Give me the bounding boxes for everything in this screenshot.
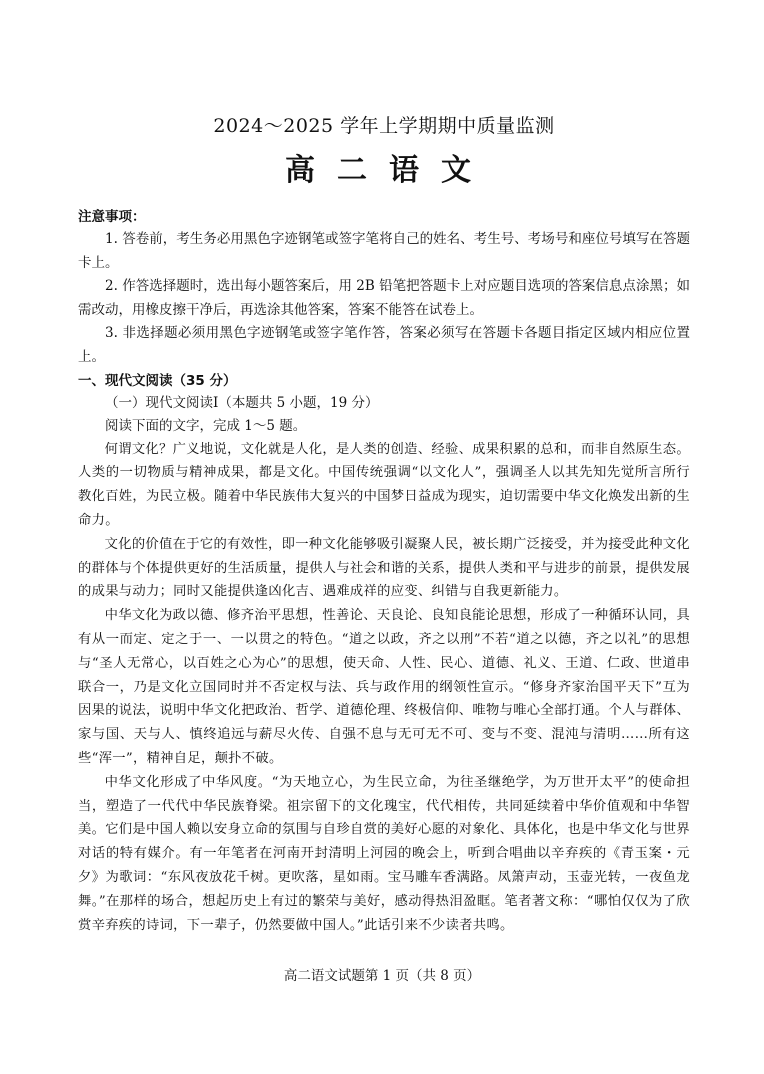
- notice-item-1: 1. 答卷前，考生务必用黑色字迹钢笔或签字笔将自己的姓名、考生号、考场号和座位号填写在答题卡上。: [78, 231, 690, 271]
- notice-item-2: 2. 作答选择题时，选出每小题答案后，用 2B 铅笔把答题卡上对应题目选项的答案信息点涂黑；如需改动，用橡皮擦干净后，再选涂其他答案，答案不能答在试卷上。: [78, 278, 690, 318]
- passage-paragraph-4: 中华文化形成了中华风度。“为天地立心，为生民立命，为往圣继绝学，为万世开太平”的使命担当，塑造了一代代中华民族脊梁。祖宗留下的文化瑰宝，代代相传，共同延续着中华价值观和中华智美。它们是中国人赖以安身立命的氛围与自珍自赏的美好心愿的对象化、具体化，也是中华文化与世界对话的特有媒介。有一年笔者在河南开封清明上河园的晚会上，听到合唱曲以辛弃疾的《青玉案・元夕》为歌词：“东风夜放花千树。更吹落，星如雨。宝马雕车香满路。凤箫声动，玉壶光转，一夜鱼龙舞。”在那样的场合，想起历史上有过的繁荣与美好，感动得热泪盈眶。笔者著文称：“哪怕仅仅为了欣赏辛弃疾的诗词，下一辈子，仍然要做中国人。”此话引来不少读者共鸣。: [78, 774, 690, 933]
- exam-title: 2024～2025 学年上学期期中质量监测: [213, 115, 555, 137]
- passage-paragraph-1: 何谓文化？广义地说，文化就是人化，是人类的创造、经验、成果积累的总和，而非自然原生态。人类的一切物质与精神成果，都是文化。中国传统强调“以文化人”，强调圣人以其先知先觉所言所行教化百姓，为民立极。随着中华民族伟大复兴的中国梦日益成为现实，迫切需要中华文化焕发出新的生命力。: [78, 441, 690, 528]
- section-sub-heading: （一）现代文阅读Ⅰ（本题共 5 小题，19 分）: [105, 394, 379, 411]
- reading-section: [78, 370, 690, 938]
- subject-title: 高二语文: [285, 153, 493, 188]
- notice-heading: 注意事项：: [78, 209, 146, 225]
- notice-item-3: 3. 非选择题必须用黑色字迹钢笔或签字笔作答，答案必须写在答题卡各题目指定区域内相应位置上。: [78, 325, 690, 365]
- notice-block: [78, 206, 690, 370]
- reading-instruction: 阅读下面的文字，完成 1～5 题。: [105, 417, 307, 434]
- passage-paragraph-3: 中华文化为政以德、修齐治平思想，性善论、天良论、良知良能论思想，形成了一种循环认同，具有从一而定、定之于一、一以贯之的特色。“道之以政，齐之以刑”不若“道之以德，齐之以礼”的思想与“圣人无常心，以百姓之心为心”的思想，使天命、人性、民心、道德、礼义、王道、仁政、世道串联合一，乃是文化立国同时并不否定权与法、兵与政作用的纲领性宣示。“修身齐家治国平天下”互为因果的说法，说明中华文化把政治、哲学、道德伦理、终极信仰、唯物与唯心全部打通。个人与群体、家与国、天与人、慎终追远与薪尽火传、自强不息与无可无不可、变与不变、混沌与清明……所有这些“浑一”，精神自足，颠扑不破。: [78, 608, 690, 766]
- page-footer: 高二语文试题第 1 页（共 8 页）: [283, 968, 481, 984]
- section-heading: 一、现代文阅读（35 分）: [78, 372, 237, 389]
- passage-paragraph-2: 文化的价值在于它的有效性，即一种文化能够吸引凝聚人民，被长期广泛接受，并为接受此种文化的群体与个体提供更好的生活质量，提供人与社会和谐的关系，提供人类和平与进步的前景，提供发展的成果与动力；同时又能提供逢凶化吉、遇难成祥的应变、纠错与自我更新能力。: [78, 536, 690, 600]
